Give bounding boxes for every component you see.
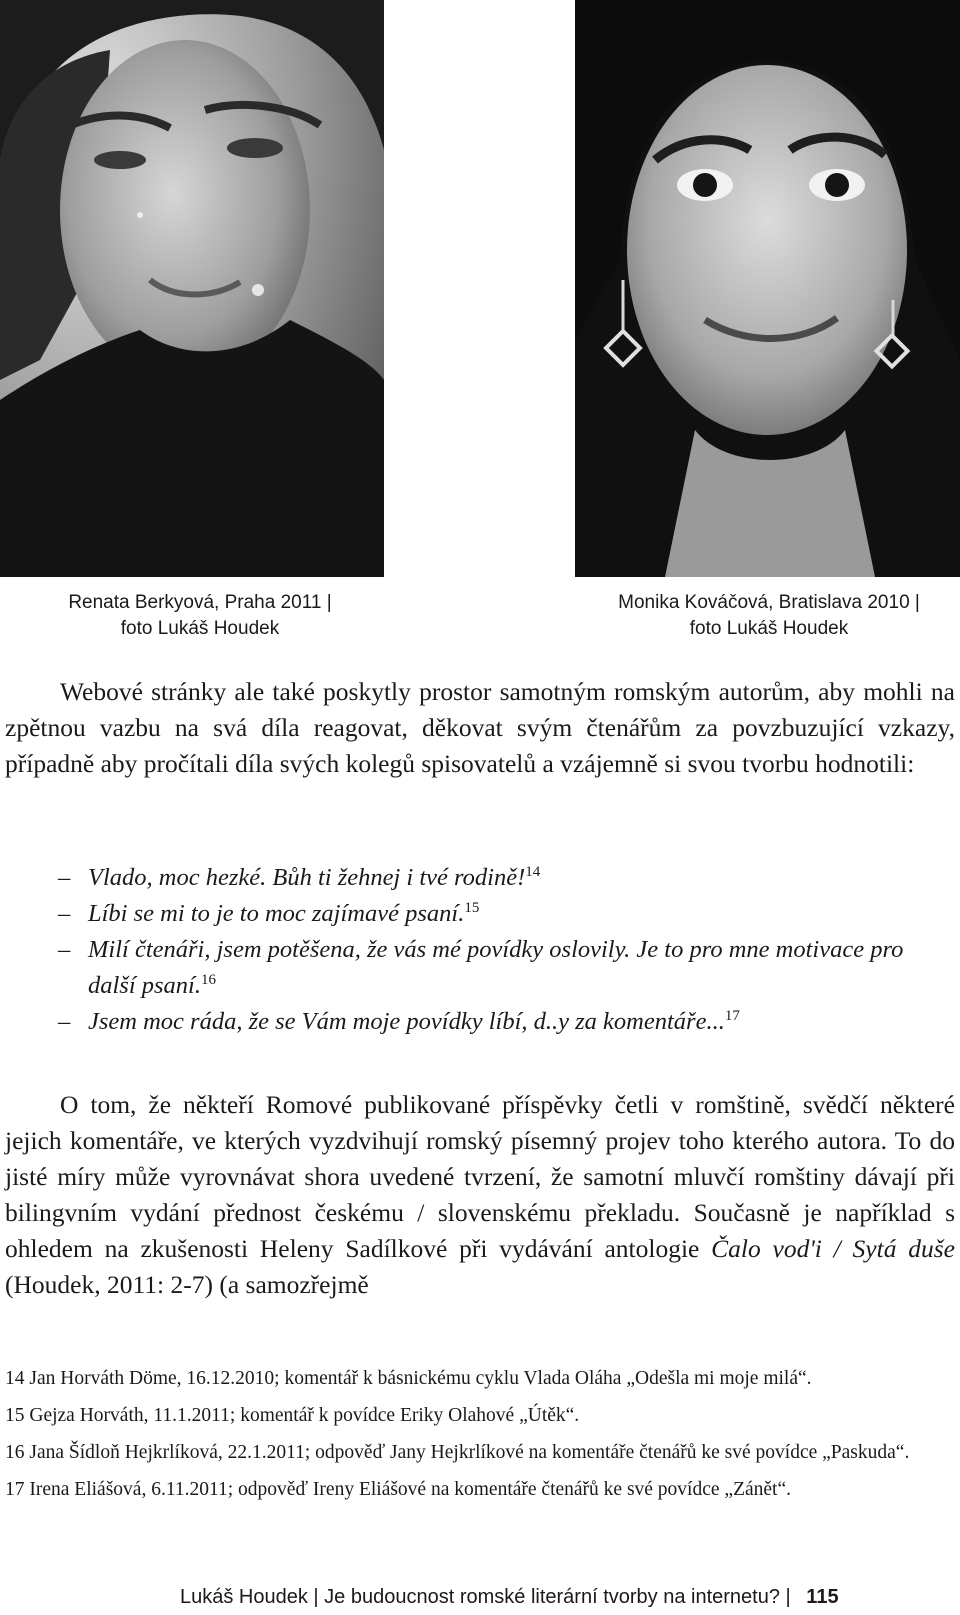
anthology-title: Čalo vod'i / Sytá duše [711,1234,955,1263]
photo-caption-right [594,590,944,642]
footnote-ref: 14 [525,864,541,880]
quote-text: Líbi se mi to je to moc zajímavé psaní. [88,900,465,927]
footnote-ref: 15 [464,900,480,916]
dash-bullet: – [58,1008,71,1035]
quote-item [0,932,960,1004]
page-number: 115 [806,1586,839,1608]
portrait-illustration [575,0,960,577]
portrait-photo-monika-kovacova [575,0,960,577]
quote-text: Jsem moc ráda, že se Vám moje povídky líbí, d..y za komentáře... [88,1008,725,1035]
quote-text: Vlado, moc hezké. Bůh ti žehnej i tvé rodině! [88,864,526,891]
photo-caption-left [40,590,360,642]
caption-photographer: foto Lukáš Houdek [120,618,280,639]
quoted-comments-list [0,860,960,1040]
quote-text: Milí čtenáři, jsem potěšena, že vás mé povídky oslovily. Je to pro mne motivace pro další psaní. [88,936,904,999]
running-head: Lukáš Houdek | Je budoucnost romské literární tvorby na internetu? | [180,1586,791,1608]
footnote-15: 15 Gejza Horváth, 11.1.2011; komentář k povídce Eriky Olahové „Útěk“. [5,1405,580,1426]
quote-item [0,896,960,932]
paragraph-text: (Houdek, 2011: 2-7) (a samozřejmě [5,1270,369,1299]
quote-item [0,860,960,896]
caption-photographer: foto Lukáš Houdek [689,618,849,639]
footnotes [5,1365,955,1513]
caption-name-place: Monika Kováčová, Bratislava 2010 | [618,592,920,613]
footnote-17: 17 Irena Eliášová, 6.11.2011; odpověď Ireny Eliášové na komentáře čtenářů ke své povídce „Zánět“. [5,1479,791,1500]
body-paragraph-2 [5,1087,955,1303]
dash-bullet: – [58,936,71,963]
footnote-ref: 17 [724,1008,740,1024]
footnote-14: 14 Jan Horváth Döme, 16.12.2010; komentář k básnickému cyklu Vlada Oláha „Odešla mi moje milá“. [5,1368,812,1389]
body-paragraph-1: Webové stránky ale také poskytly prostor samotným romským autorům, aby mohli na zpětnou vazbu na svá díla reagovat, děkovat svým čtenářům za povzbuzující vzkazy, případně aby pročítali díla svých kolegů spisovatelů a vzájemně si svou tvorbu hodnotili: [5,677,955,778]
quote-item [0,1004,960,1040]
footnote-ref: 16 [201,972,216,988]
running-footer [180,1586,955,1609]
caption-name-place: Renata Berkyová, Praha 2011 | [68,592,332,613]
portrait-illustration [0,0,384,577]
dash-bullet: – [58,864,71,891]
footnote-16: 16 Jana Šídloň Hejkrlíková, 22.1.2011; odpověď Jany Hejkrlíkové na komentáře čtenářů ke své povídce „Paskuda“. [5,1442,910,1463]
portrait-photo-renata-berkyova [0,0,384,577]
paragraph-text: O tom, že někteří Romové publikované příspěvky četli v romštině, svědčí některé jejich komentáře, ve kterých vyzdvihují romský písemný projev toho kterého autora. To do jisté míry může vyrovnávat shora uvedené tvrzení, že samotní mluvčí romštiny dávají při bilingvním vydání přednost českému / slovenskému překladu. Současně je například s ohledem na zkušenosti Heleny Sadílkové při vydávání antologie [5,1090,955,1263]
dash-bullet: – [58,900,71,927]
